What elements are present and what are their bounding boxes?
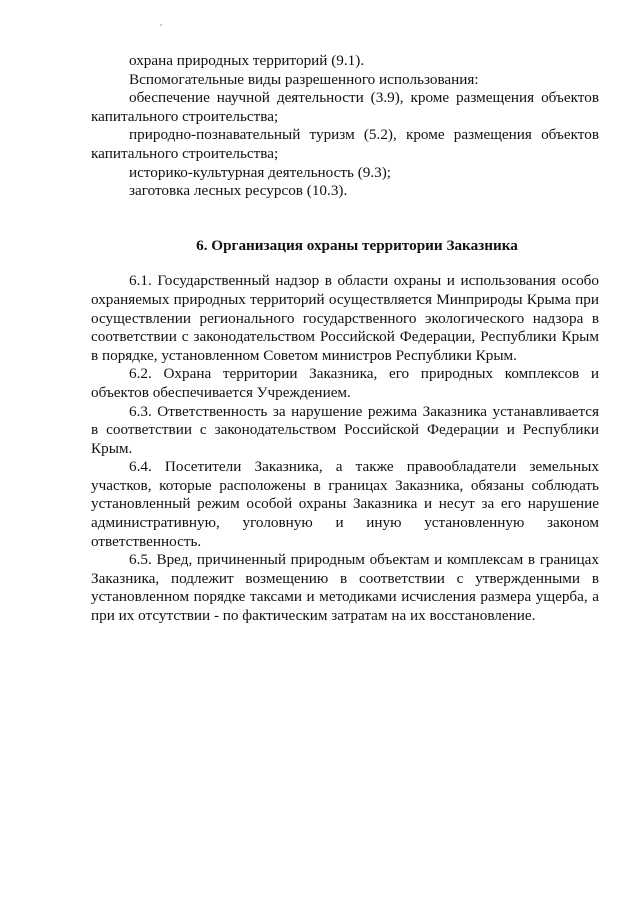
paragraph-6-5: 6.5. Вред, причиненный природным объектам и комплексам в границах Заказника, подлежит возмещению в соответствии с утвержденными в установленном порядке таксами и методиками исчисления размера ущерба, а при их отсутствии - по фактическим затратам на их восстановление. [91,551,599,625]
auxiliary-use-culture: историко-культурная деятельность (9.3); [129,163,392,181]
paragraph-6-2: 6.2. Охрана территории Заказника, его природных комплексов и объектов обеспечивается Учреждением. [91,365,599,401]
paragraph-6-1: 6.1. Государственный надзор в области охраны и использования особо охраняемых природных территорий осуществляется Минприроды Крыма при осуществлении регионального государственного экологического надзора в соответствии с законодательством Российской Федерации, Республики Крым в порядке, установленном Советом министров Республики Крым. [91,272,599,364]
paragraph-6-4: 6.4. Посетители Заказника, а также правообладатели земельных участков, которые расположены в границах Заказника, обязаны соблюдать установленный режим особой охраны Заказника и несут за его нарушение административную, уголовную и иную установленную законом ответственность. [91,458,599,550]
list-line-nature-protection: охрана природных территорий (9.1). [129,52,365,69]
auxiliary-use-forestry: заготовка лесных ресурсов (10.3). [129,182,348,200]
scan-speck [160,24,162,26]
paragraph-6-3: 6.3. Ответственность за нарушение режима Заказника устанавливается в соответствии с законодательством Российской Федерации и Республики Крым. [91,402,599,457]
auxiliary-use-tourism: природно-познавательный туризм (5.2), кроме размещения объектов капитального строительства; [91,126,599,162]
document-body [91,52,599,626]
auxiliary-use-science: обеспечение научной деятельности (3.9), кроме размещения объектов капитального строительства; [91,89,599,125]
auxiliary-uses-title: Вспомогательные виды разрешенного использования: [129,70,479,88]
section-6-heading: 6. Организация охраны территории Заказника [196,236,518,254]
